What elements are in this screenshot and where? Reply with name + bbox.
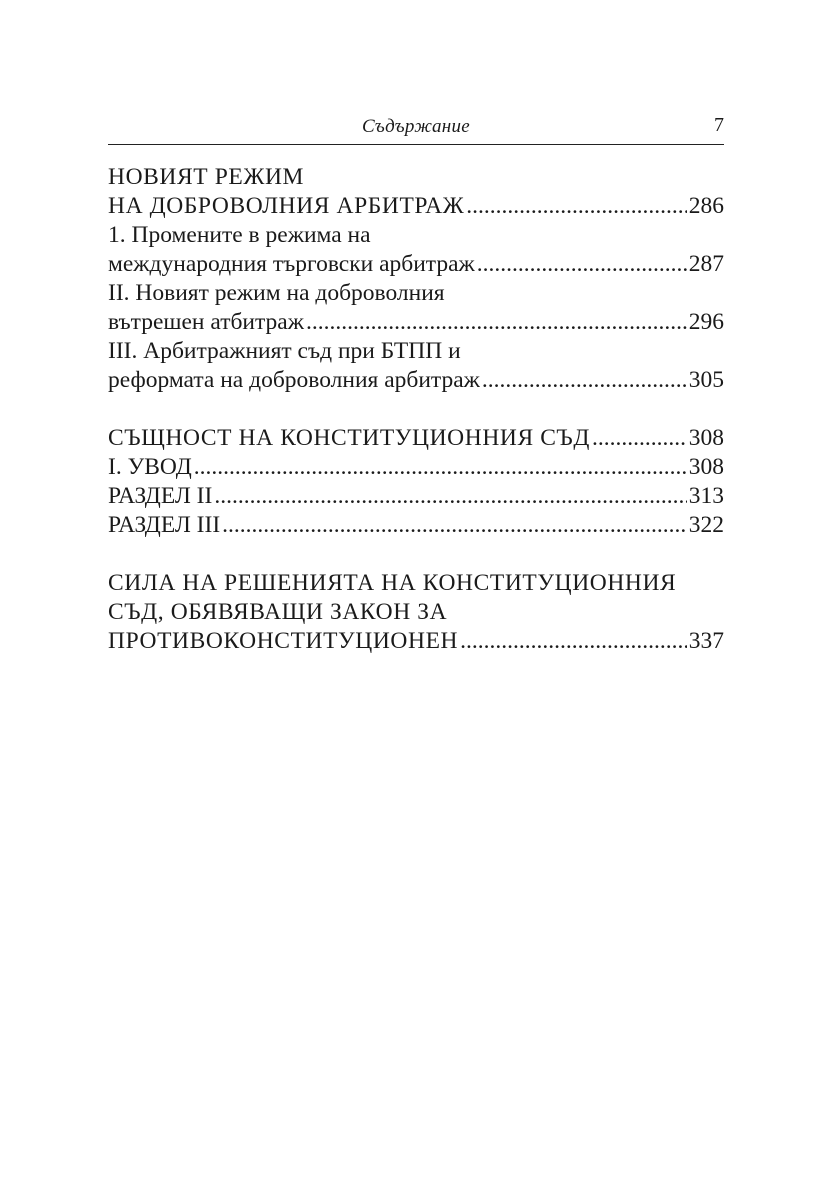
- section-gap: [108, 395, 724, 424]
- toc-page-number: 322: [688, 512, 724, 538]
- toc-item-text: РАЗДЕЛ III: [108, 512, 221, 538]
- toc-heading-line: [108, 598, 724, 627]
- toc-item-entry[interactable]: [108, 482, 724, 511]
- leader-dots: [482, 366, 687, 395]
- toc-page-number: 286: [688, 193, 724, 219]
- toc-item-text: РАЗДЕЛ II: [108, 483, 213, 509]
- toc-heading-entry[interactable]: [108, 627, 724, 656]
- toc-page-number: 313: [688, 483, 724, 509]
- toc-heading-line: [108, 569, 724, 598]
- toc-item-text: реформата на доброволния арбитраж: [108, 367, 480, 393]
- table-of-contents: [108, 163, 724, 656]
- toc-item-text: I. УВОД: [108, 454, 192, 480]
- header-title: Съдържание: [361, 116, 471, 137]
- toc-page-number: 296: [688, 309, 724, 335]
- leader-dots: [477, 250, 687, 279]
- toc-heading-text: СИЛА НА РЕШЕНИЯТА НА КОНСТИТУЦИОННИЯ: [108, 570, 677, 596]
- toc-section: [108, 569, 724, 656]
- toc-page-number: 308: [688, 425, 724, 451]
- toc-item-entry[interactable]: [108, 453, 724, 482]
- toc-item-entry[interactable]: [108, 511, 724, 540]
- leader-dots: [194, 453, 687, 482]
- toc-page-number: 308: [688, 454, 724, 480]
- leader-dots: [214, 482, 686, 511]
- toc-page-number: 337: [688, 628, 724, 654]
- toc-section: [108, 424, 724, 540]
- toc-heading-entry[interactable]: [108, 424, 724, 453]
- section-gap: [108, 540, 724, 569]
- leader-dots: [222, 511, 687, 540]
- leader-dots: [466, 192, 686, 221]
- header-page-number: 7: [714, 114, 724, 136]
- toc-heading-text: НОВИЯТ РЕЖИМ: [108, 164, 305, 190]
- leader-dots: [460, 627, 687, 656]
- toc-item-text: международния търговски арбитраж: [108, 251, 475, 277]
- toc-item-line: [108, 337, 724, 366]
- running-header: [108, 112, 724, 145]
- toc-item-text: вътрешен атбитраж: [108, 309, 304, 335]
- toc-item-line: [108, 279, 724, 308]
- toc-heading-text: НА ДОБРОВОЛНИЯ АРБИТРАЖ: [108, 193, 465, 219]
- toc-heading-text: СЪД, ОБЯВЯВАЩИ ЗАКОН ЗА: [108, 599, 448, 625]
- toc-page-number: 287: [688, 251, 724, 277]
- toc-heading-entry[interactable]: [108, 192, 724, 221]
- toc-heading-text: СЪЩНОСТ НА КОНСТИТУЦИОННИЯ СЪД: [108, 425, 590, 451]
- toc-item-text: II. Новият режим на доброволния: [108, 280, 445, 306]
- toc-item-entry[interactable]: [108, 250, 724, 279]
- toc-item-entry[interactable]: [108, 366, 724, 395]
- toc-heading-line: [108, 163, 724, 192]
- toc-page-number: 305: [688, 367, 724, 393]
- leader-dots: [306, 308, 687, 337]
- toc-heading-text: ПРОТИВОКОНСТИТУЦИОНЕН: [108, 628, 459, 654]
- toc-item-entry[interactable]: [108, 308, 724, 337]
- toc-item-text: III. Арбитражният съд при БТПП и: [108, 338, 461, 364]
- leader-dots: [592, 424, 687, 453]
- toc-item-text: 1. Промените в режима на: [108, 222, 371, 248]
- toc-section: [108, 163, 724, 395]
- toc-item-line: [108, 221, 724, 250]
